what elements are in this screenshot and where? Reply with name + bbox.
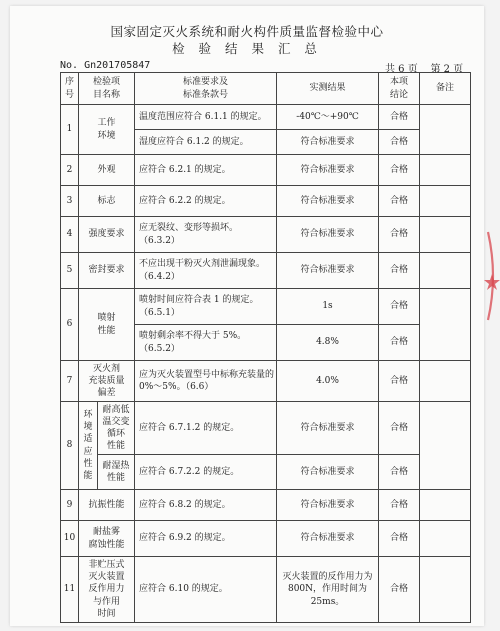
item-cell: 耐盐雾 腐蚀性能 — [79, 521, 135, 557]
table-row — [61, 105, 471, 130]
table-row — [61, 521, 471, 557]
item-cell: 喷射 性能 — [79, 289, 135, 361]
page-number: 第 2 页 — [430, 64, 464, 75]
conclusion-cell: 合格 — [379, 289, 420, 325]
table-row — [61, 557, 471, 623]
result-cell: 符合标准要求 — [277, 130, 379, 155]
result-cell: 符合标准要求 — [277, 490, 379, 521]
requirement-cell: 喷射剩余率不得大于 5%。 （6.5.2） — [135, 325, 277, 361]
result-cell: 符合标准要求 — [277, 186, 379, 217]
remark-cell — [420, 361, 471, 402]
remark-cell — [420, 490, 471, 521]
remark-cell — [420, 521, 471, 557]
result-cell: 灭火装置的反作用力为 800N，作用时间为 25ms。 — [277, 557, 379, 623]
table-row — [61, 289, 471, 325]
requirement-cell: 应符合 6.2.2 的规定。 — [135, 186, 277, 217]
item-cell: 工作 环境 — [79, 105, 135, 155]
result-cell: 符合标准要求 — [277, 155, 379, 186]
table-row — [61, 253, 471, 289]
item-cell: 标志 — [79, 186, 135, 217]
column-header-result: 实测结果 — [277, 73, 379, 105]
sub-item-cell: 耐高低 温交变 循环 性能 — [98, 402, 135, 455]
seq-cell: 5 — [61, 253, 79, 289]
table-row — [61, 490, 471, 521]
result-cell: -40℃～+90℃ — [277, 105, 379, 130]
column-header-seq: 序 号 — [61, 73, 79, 105]
conclusion-cell: 合格 — [379, 130, 420, 155]
result-cell: 符合标准要求 — [277, 253, 379, 289]
conclusion-cell: 合格 — [379, 217, 420, 253]
sub-item-cell: 耐湿热 性能 — [98, 455, 135, 490]
requirement-cell: 应符合 6.10 的规定。 — [135, 557, 277, 623]
result-cell: 1s — [277, 289, 379, 325]
result-cell: 符合标准要求 — [277, 217, 379, 253]
requirement-cell: 应符合 6.9.2 的规定。 — [135, 521, 277, 557]
result-cell: 符合标准要求 — [277, 402, 379, 455]
requirement-cell: 应符合 6.7.2.2 的规定。 — [135, 455, 277, 490]
conclusion-cell: 合格 — [379, 186, 420, 217]
seq-cell: 6 — [61, 289, 79, 361]
conclusion-cell: 合格 — [379, 557, 420, 623]
table-row — [61, 186, 471, 217]
requirement-cell: 不应出现干粉灭火剂泄漏现象。（6.4.2） — [135, 253, 277, 289]
table-row — [61, 402, 471, 455]
total-pages: 共 6 页 — [385, 64, 418, 75]
conclusion-cell: 合格 — [379, 490, 420, 521]
remark-cell — [420, 105, 471, 155]
conclusion-cell: 合格 — [379, 521, 420, 557]
table-row — [61, 361, 471, 402]
conclusion-cell: 合格 — [379, 361, 420, 402]
report-page — [10, 6, 484, 626]
requirement-cell: 温度范围应符合 6.1.1 的规定。 — [135, 105, 277, 130]
requirement-cell: 应符合 6.2.1 的规定。 — [135, 155, 277, 186]
conclusion-cell: 合格 — [379, 155, 420, 186]
result-cell: 4.0% — [277, 361, 379, 402]
conclusion-cell: 合格 — [379, 325, 420, 361]
table-row — [61, 155, 471, 186]
seq-cell: 3 — [61, 186, 79, 217]
red-seal-stamp-edge — [484, 228, 500, 324]
seq-cell: 10 — [61, 521, 79, 557]
seq-cell: 8 — [61, 402, 79, 490]
seq-cell: 1 — [61, 105, 79, 155]
table-row — [61, 217, 471, 253]
seq-cell: 4 — [61, 217, 79, 253]
column-header-item: 检验项 目名称 — [79, 73, 135, 105]
item-cell: 非贮压式 灭火装置 反作用力 与作用 时间 — [79, 557, 135, 623]
requirement-cell: 湿度应符合 6.1.2 的规定。 — [135, 130, 277, 155]
item-cell: 环 境 适 应 性 能 — [79, 402, 98, 490]
requirement-cell: 应为灭火装置型号中标称充装量的 0%～5%。（6.6） — [135, 361, 277, 402]
column-header-requirement: 标准要求及 标准条款号 — [135, 73, 277, 105]
result-cell: 符合标准要求 — [277, 521, 379, 557]
remark-cell — [420, 557, 471, 623]
seq-cell: 7 — [61, 361, 79, 402]
remark-cell — [420, 155, 471, 186]
remark-cell — [420, 402, 471, 490]
table-row — [61, 455, 471, 490]
remark-cell — [420, 289, 471, 361]
conclusion-cell: 合格 — [379, 253, 420, 289]
item-cell: 密封要求 — [79, 253, 135, 289]
results-table — [60, 72, 471, 623]
conclusion-cell: 合格 — [379, 402, 420, 455]
item-cell: 外观 — [79, 155, 135, 186]
result-cell: 符合标准要求 — [277, 455, 379, 490]
conclusion-cell: 合格 — [379, 455, 420, 490]
requirement-cell: 应符合 6.7.1.2 的规定。 — [135, 402, 277, 455]
column-header-remark: 备注 — [420, 73, 471, 105]
result-cell: 4.8% — [277, 325, 379, 361]
item-cell: 抗振性能 — [79, 490, 135, 521]
seq-cell: 9 — [61, 490, 79, 521]
table-header-row — [61, 73, 471, 105]
item-cell: 灭火剂 充装质量 偏差 — [79, 361, 135, 402]
requirement-cell: 应符合 6.8.2 的规定。 — [135, 490, 277, 521]
remark-cell — [420, 217, 471, 253]
requirement-cell: 应无裂纹、变形等损坏。 （6.3.2） — [135, 217, 277, 253]
document-title: 检 验 结 果 汇 总 — [172, 41, 322, 56]
item-cell: 强度要求 — [79, 217, 135, 253]
organization-title: 国家固定灭火系统和耐火构件质量监督检验中心 — [110, 24, 384, 39]
remark-cell — [420, 186, 471, 217]
remark-cell — [420, 253, 471, 289]
column-header-conclusion: 本项 结论 — [379, 73, 420, 105]
conclusion-cell: 合格 — [379, 105, 420, 130]
seq-cell: 2 — [61, 155, 79, 186]
seq-cell: 11 — [61, 557, 79, 623]
requirement-cell: 喷射时间应符合表 1 的规定。 （6.5.1） — [135, 289, 277, 325]
document-number: No. Gn201705847 — [60, 60, 151, 71]
